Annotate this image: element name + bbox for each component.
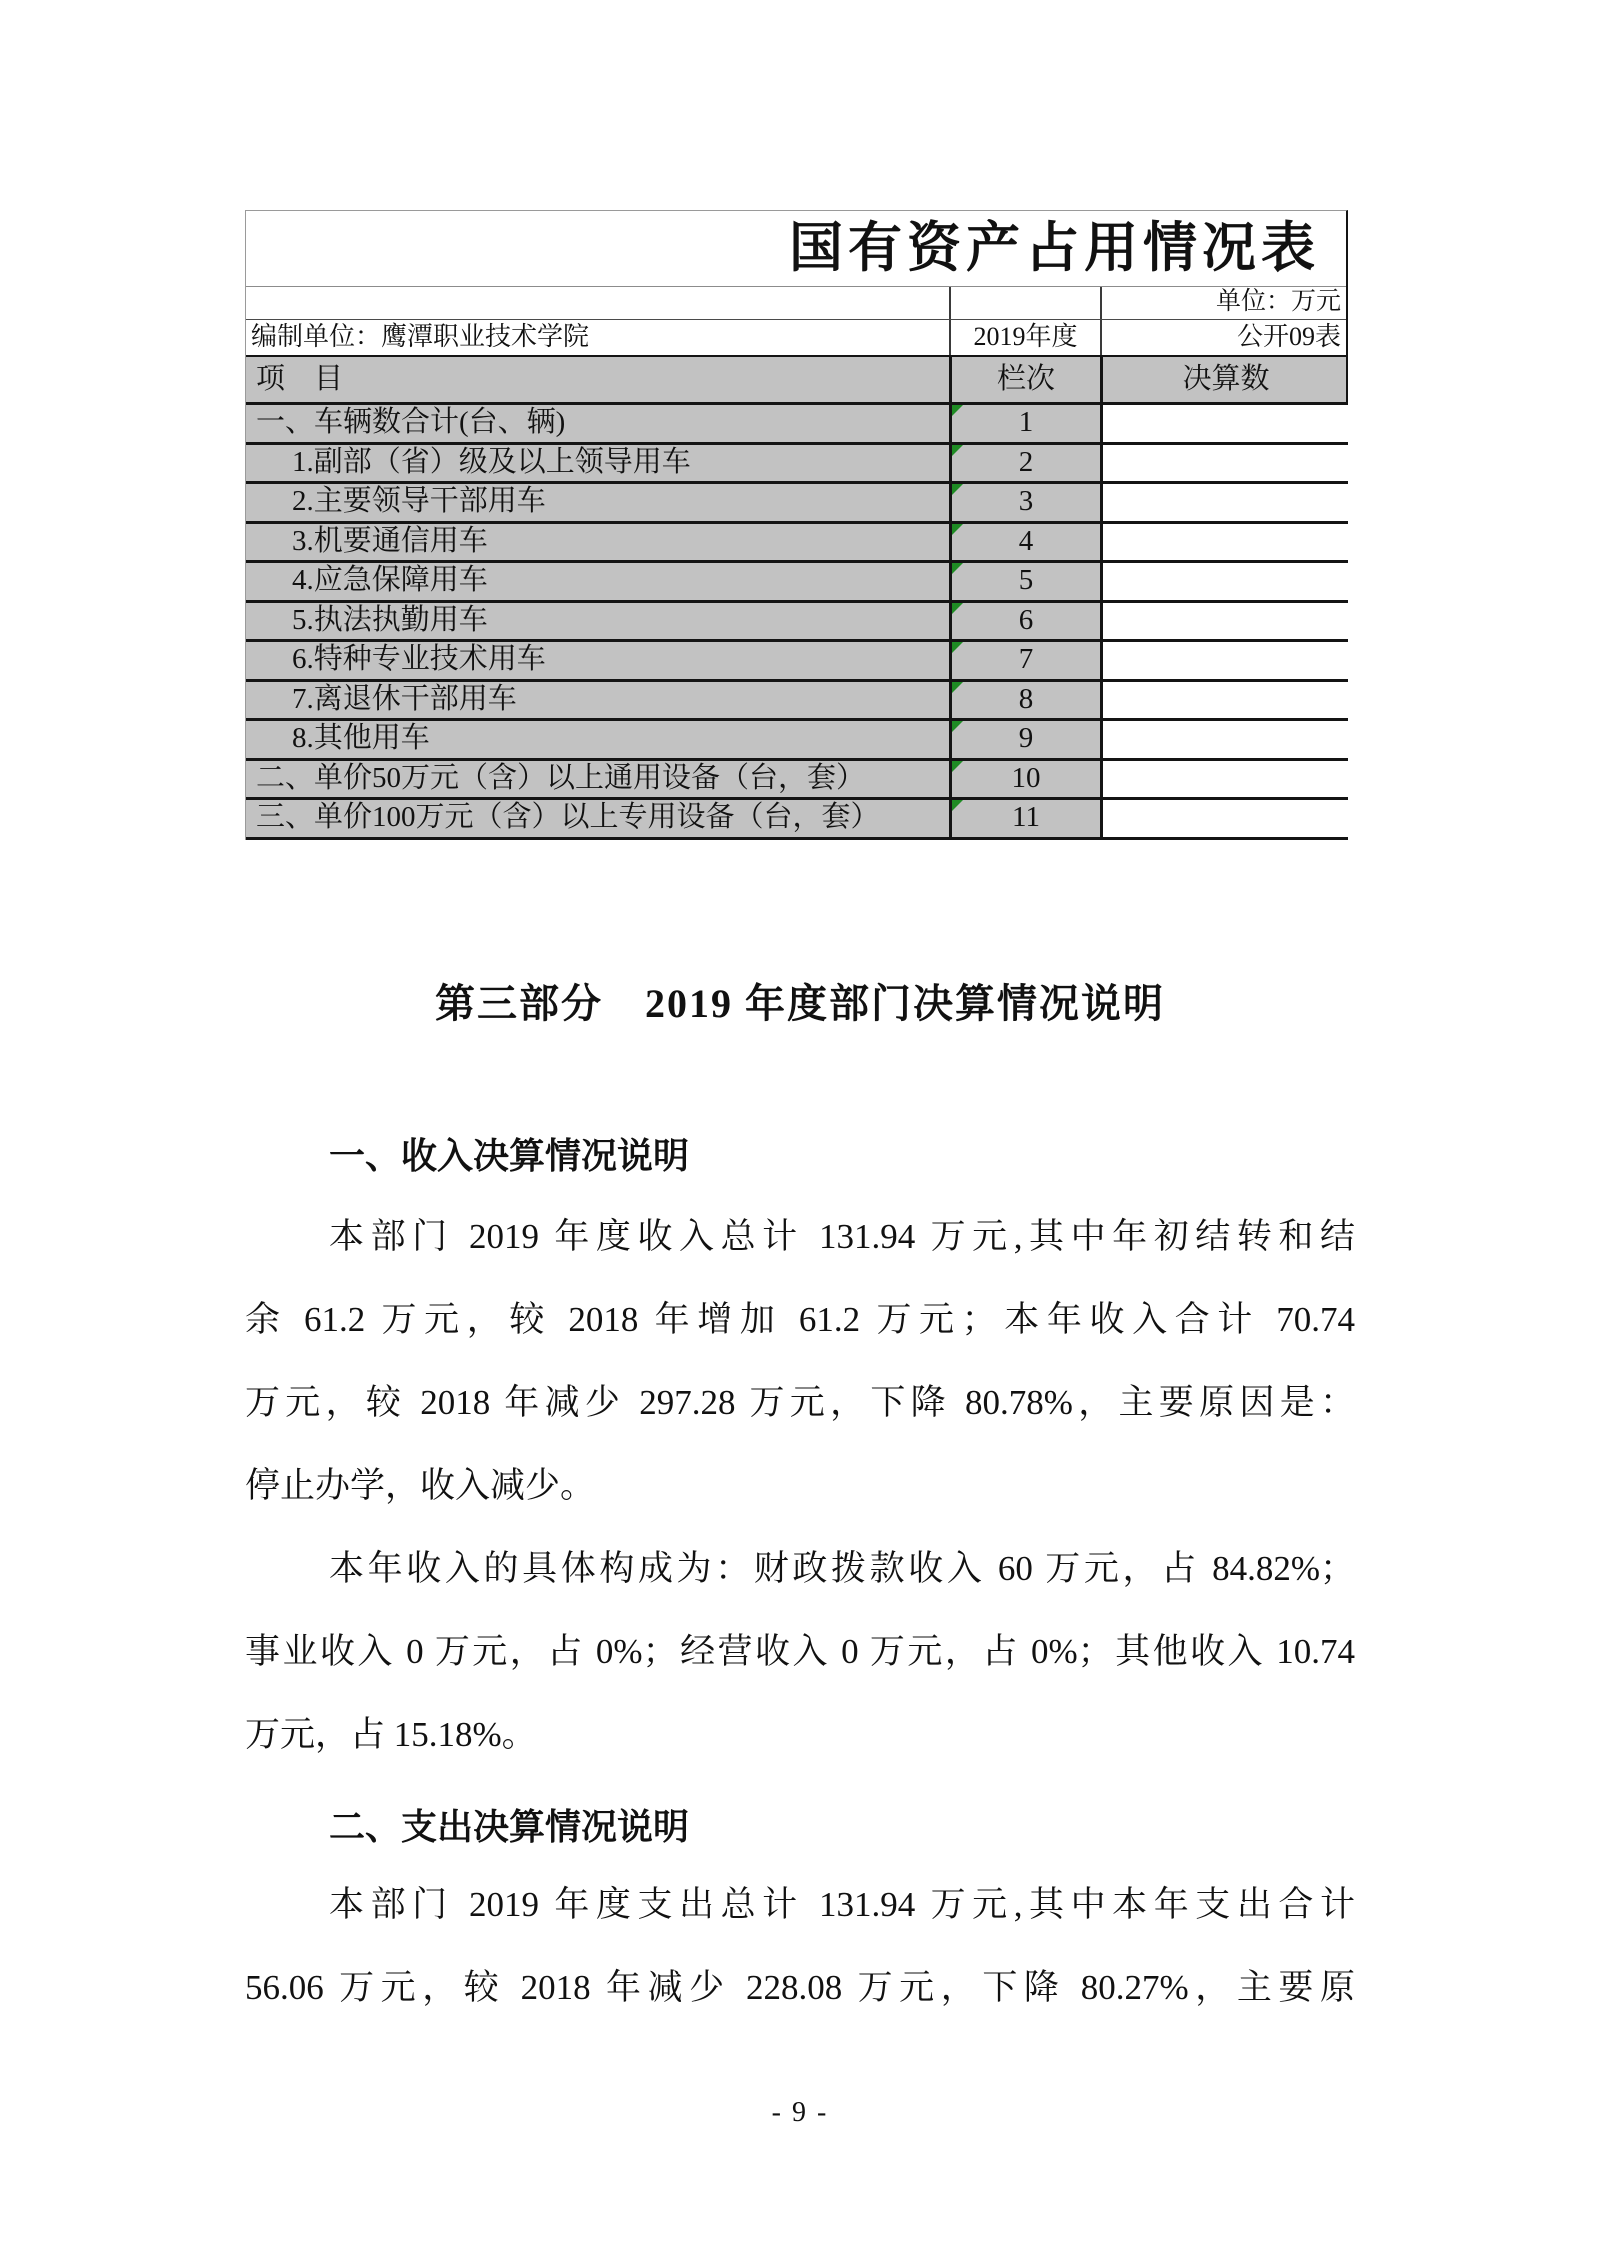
table-row xyxy=(246,445,1346,485)
row-value-cell xyxy=(1100,761,1349,798)
row-item-label: 1.副部（省）级及以上领导用车 xyxy=(246,445,949,482)
prepared-by: 编制单位：鹰潭职业技术学院 xyxy=(251,322,590,351)
row-column-index: 4 xyxy=(949,524,1100,561)
unit-note: 单位：万元 xyxy=(1100,287,1349,319)
row-column-index: 1 xyxy=(949,405,1100,442)
page-number: - 9 - xyxy=(771,2097,829,2128)
paragraph-line: 本部门 2019 年度收入总计 131.94 万元,其中年初结转和结 xyxy=(329,1217,1355,1256)
unit-row xyxy=(246,287,1346,320)
part-three-title: 第三部分 2019 年度部门决算情况说明 xyxy=(435,981,1165,1026)
sheet-number: 公开09表 xyxy=(1100,320,1349,355)
table-row xyxy=(246,405,1346,445)
paragraph-line: 事业收入 0 万元，占 0%；经营收入 0 万元，占 0%；其他收入 10.74 xyxy=(245,1632,1355,1671)
row-value-cell xyxy=(1100,682,1349,719)
paragraph-line: 万元，占 15.18%。 xyxy=(245,1715,537,1754)
row-item-label: 4.应急保障用车 xyxy=(246,563,949,600)
row-column-index: 7 xyxy=(949,642,1100,679)
paragraph-line: 本部门 2019 年度支出总计 131.94 万元,其中本年支出合计 xyxy=(329,1885,1355,1924)
col-header-item: 项 目 xyxy=(256,363,344,395)
row-value-cell xyxy=(1100,405,1349,442)
table-row xyxy=(246,603,1346,643)
col-header-index: 栏次 xyxy=(949,357,1100,402)
paragraph-line: 余 61.2 万元，较 2018 年增加 61.2 万元；本年收入合计 70.74 xyxy=(245,1300,1355,1339)
table-row xyxy=(246,563,1346,603)
row-item-label: 一、车辆数合计(台、辆) xyxy=(246,405,949,442)
row-column-index: 11 xyxy=(949,800,1100,837)
row-column-index: 10 xyxy=(949,761,1100,798)
row-item-label: 5.执法执勤用车 xyxy=(246,603,949,640)
row-item-label: 3.机要通信用车 xyxy=(246,524,949,561)
row-column-index: 6 xyxy=(949,603,1100,640)
row-value-cell xyxy=(1100,603,1349,640)
period-label: 2019年度 xyxy=(949,320,1100,355)
row-value-cell xyxy=(1100,563,1349,600)
paragraph-line: 本年收入的具体构成为：财政拨款收入 60 万元，占 84.82%； xyxy=(329,1549,1355,1588)
table-row xyxy=(246,484,1346,524)
row-item-label: 二、单价50万元（含）以上通用设备（台，套） xyxy=(246,761,949,798)
row-item-label: 2.主要领导干部用车 xyxy=(246,484,949,521)
table-header-row xyxy=(246,357,1346,405)
table-row xyxy=(246,800,1346,840)
row-item-label: 7.离退休干部用车 xyxy=(246,682,949,719)
row-column-index: 8 xyxy=(949,682,1100,719)
row-value-cell xyxy=(1100,642,1349,679)
table-row xyxy=(246,721,1346,761)
row-column-index: 2 xyxy=(949,445,1100,482)
paragraph-line: 56.06 万元，较 2018 年减少 228.08 万元，下降 80.27%，主要原 xyxy=(245,1968,1355,2007)
asset-table xyxy=(245,210,1348,840)
table-row xyxy=(246,524,1346,564)
table-row xyxy=(246,642,1346,682)
row-item-label: 三、单价100万元（含）以上专用设备（台，套） xyxy=(246,800,949,837)
row-column-index: 5 xyxy=(949,563,1100,600)
row-item-label: 8.其他用车 xyxy=(246,721,949,758)
income-section-heading: 一、收入决算情况说明 xyxy=(329,1135,690,1176)
table-title: 国有资产占用情况表 xyxy=(246,211,1346,287)
meta-row xyxy=(246,320,1346,357)
paragraph-line: 万元，较 2018 年减少 297.28 万元，下降 80.78%，主要原因是： xyxy=(245,1383,1355,1422)
row-column-index: 3 xyxy=(949,484,1100,521)
row-item-label: 6.特种专业技术用车 xyxy=(246,642,949,679)
expense-section-heading: 二、支出决算情况说明 xyxy=(329,1806,690,1847)
row-value-cell xyxy=(1100,800,1349,837)
table-row xyxy=(246,761,1346,801)
table-row xyxy=(246,682,1346,722)
row-value-cell xyxy=(1100,721,1349,758)
row-column-index: 9 xyxy=(949,721,1100,758)
row-value-cell xyxy=(1100,484,1349,521)
row-value-cell xyxy=(1100,445,1349,482)
paragraph-line: 停止办学，收入减少。 xyxy=(245,1466,596,1505)
col-header-value: 决算数 xyxy=(1100,357,1349,402)
row-value-cell xyxy=(1100,524,1349,561)
